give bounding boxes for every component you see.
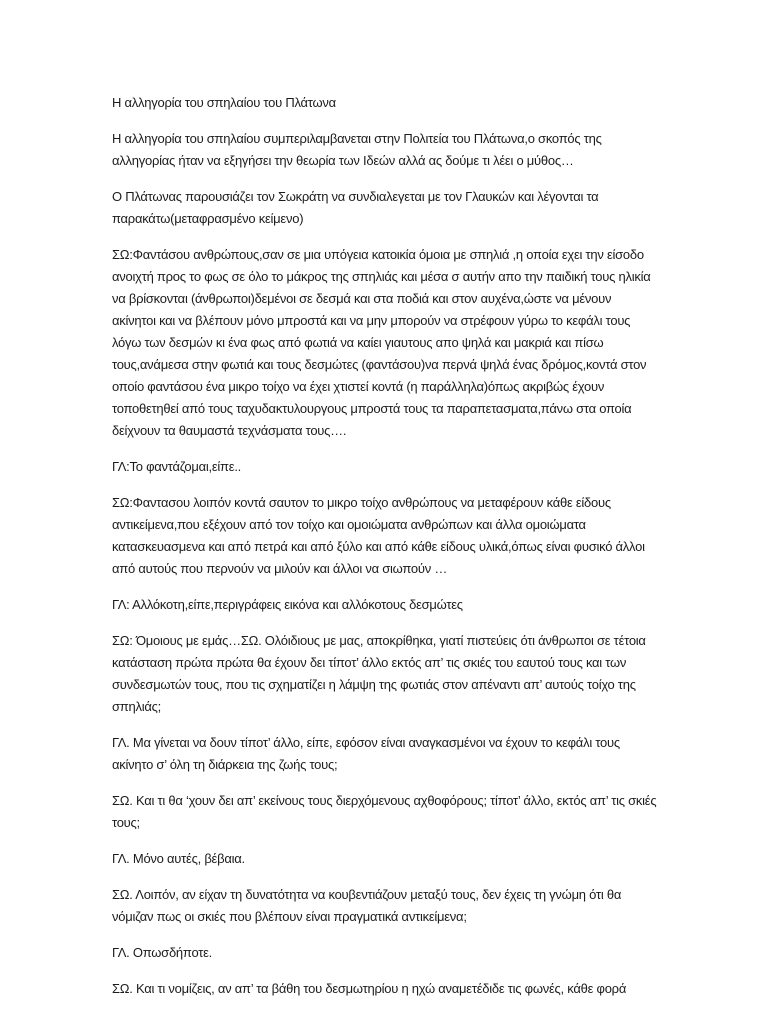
paragraph-glaucon-1: ΓΛ:Το φαντάζομαι,είπε..: [112, 459, 242, 474]
paragraph-glaucon-3: ΓΛ. Μα γίνεται να δουν τίποτ’ άλλο, είπε, εφόσον είναι αναγκασμένοι να έχουν το κεφάλι τους ακίνητο σ’ όλη τη διάρκεια της ζωής τους;: [112, 735, 620, 772]
paragraph-context: Ο Πλάτωνας παρουσιάζει τον Σωκράτη να συνδιαλεγεται με τον Γλαυκών και λέγονται τα παρακάτω(μεταφρασμένο κείμενο): [112, 189, 599, 226]
document-title: Η αλληγορία του σπηλαίου του Πλάτωνα: [112, 95, 336, 110]
paragraph-glaucon-4: ΓΛ. Μόνο αυτές, βέβαια.: [112, 851, 245, 866]
paragraph-socrates-6: ΣΩ. Και τι νομίζεις, αν απ’ τα βάθη του δεσμωτηρίου η ηχώ αναμετέδιδε τις φωνές, κάθε φορά: [112, 981, 627, 996]
paragraph-glaucon-5: ΓΛ. Οπωσδήποτε.: [112, 945, 213, 960]
paragraph-intro: Η αλληγορία του σπηλαίου συμπεριλαμβανεται στην Πολιτεία του Πλάτωνα,ο σκοπός της αλληγορίας ήταν να εξηγήσει την θεωρία των Ιδεών αλλά ας δούμε τι λέει ο μύθος…: [112, 131, 602, 168]
paragraph-socrates-3: ΣΩ: Όμοιους με εμάς…ΣΩ. Ολόιδιους με μας, αποκρίθηκα, γιατί πιστεύεις ότι άνθρωποι σε τέτοια κατάσταση πρώτα πρώτα θα έχουν δει τίποτ’ άλλο εκτός απ’ τις σκιές του εαυτού τους και των συνδεσμωτών τους, που τις σχηματίζει η λάμψη της φωτιάς στον απέναντι απ’ αυτούς τοίχο της σπηλιάς;: [112, 633, 646, 714]
paragraph-glaucon-2: ΓΛ: Αλλόκοτη,είπε,περιγράφεις εικόνα και αλλόκοτους δεσμώτες: [112, 597, 463, 612]
paragraph-socrates-5: ΣΩ. Λοιπόν, αν είχαν τη δυνατότητα να κουβεντιάζουν μεταξύ τους, δεν έχεις τη γνώμη ότι θα νόμιζαν πως οι σκιές που βλέπουν είναι πραγματικά αντικείμενα;: [112, 887, 622, 924]
document-body: [112, 92, 657, 1014]
paragraph-socrates-1: ΣΩ:Φαντάσου ανθρώπους,σαν σε μια υπόγεια κατοικία όμοια με σπηλιά ,η οποία εχει την είσοδο ανοιχτή προς το φως σε όλο το μάκρος της σπηλιάς και μέσα σ αυτήν απο την παιδική τους ηλικία να βρίσκονται (άνθρωποι)δεμένοι σε δεσμά και στα ποδιά και στον αυχένα,ώστε να μένουν ακίνητοι και να βλέπουν μόνο μπροστά και να μην μπορούν να στρέφουν γύρω το κεφάλι τους λόγω των δεσμών κι ένα φως από φωτιά να καίει γιαυτους απο ψηλά και μακριά και πίσω τους,ανάμεσα στην φωτιά και τους δεσμώτες (φαντάσου)να περνά ψηλά ένας δρόμος,κοντά στον οποίο φαντάσου ένα μικρο τοίχο να έχει χτιστεί κοντά (η παράλληλα)όπως ακριβώς έχουν τοποθετηθεί από τους ταχυδακτυλουργους μπροστά τους τα παραπετασματα,πάνω στα οποία δείχνουν τα θαυμαστά τεχνάσματα τους….: [112, 247, 651, 438]
paragraph-socrates-4: ΣΩ. Και τι θα ‘χουν δει απ’ εκείνους τους διερχόμενους αχθοφόρους; τίποτ’ άλλο, εκτός απ’ τις σκιές τους;: [112, 793, 657, 830]
paragraph-socrates-2: ΣΩ:Φαντασου λοιπόν κοντά σαυτον το μικρο τοίχο ανθρώπους να μεταφέρουν κάθε είδους αντικείμενα,που εξέχουν από τον τοίχο και ομοιώματα ανθρώπων και άλλα ομοιώματα κατασκευασμενα και από πετρά και από ξύλο και από κάθε είδους υλικά,όπως είναι φυσικό άλλοι από αυτούς που περνούν να μιλούν και άλλοι να σιωπούν …: [112, 495, 645, 576]
